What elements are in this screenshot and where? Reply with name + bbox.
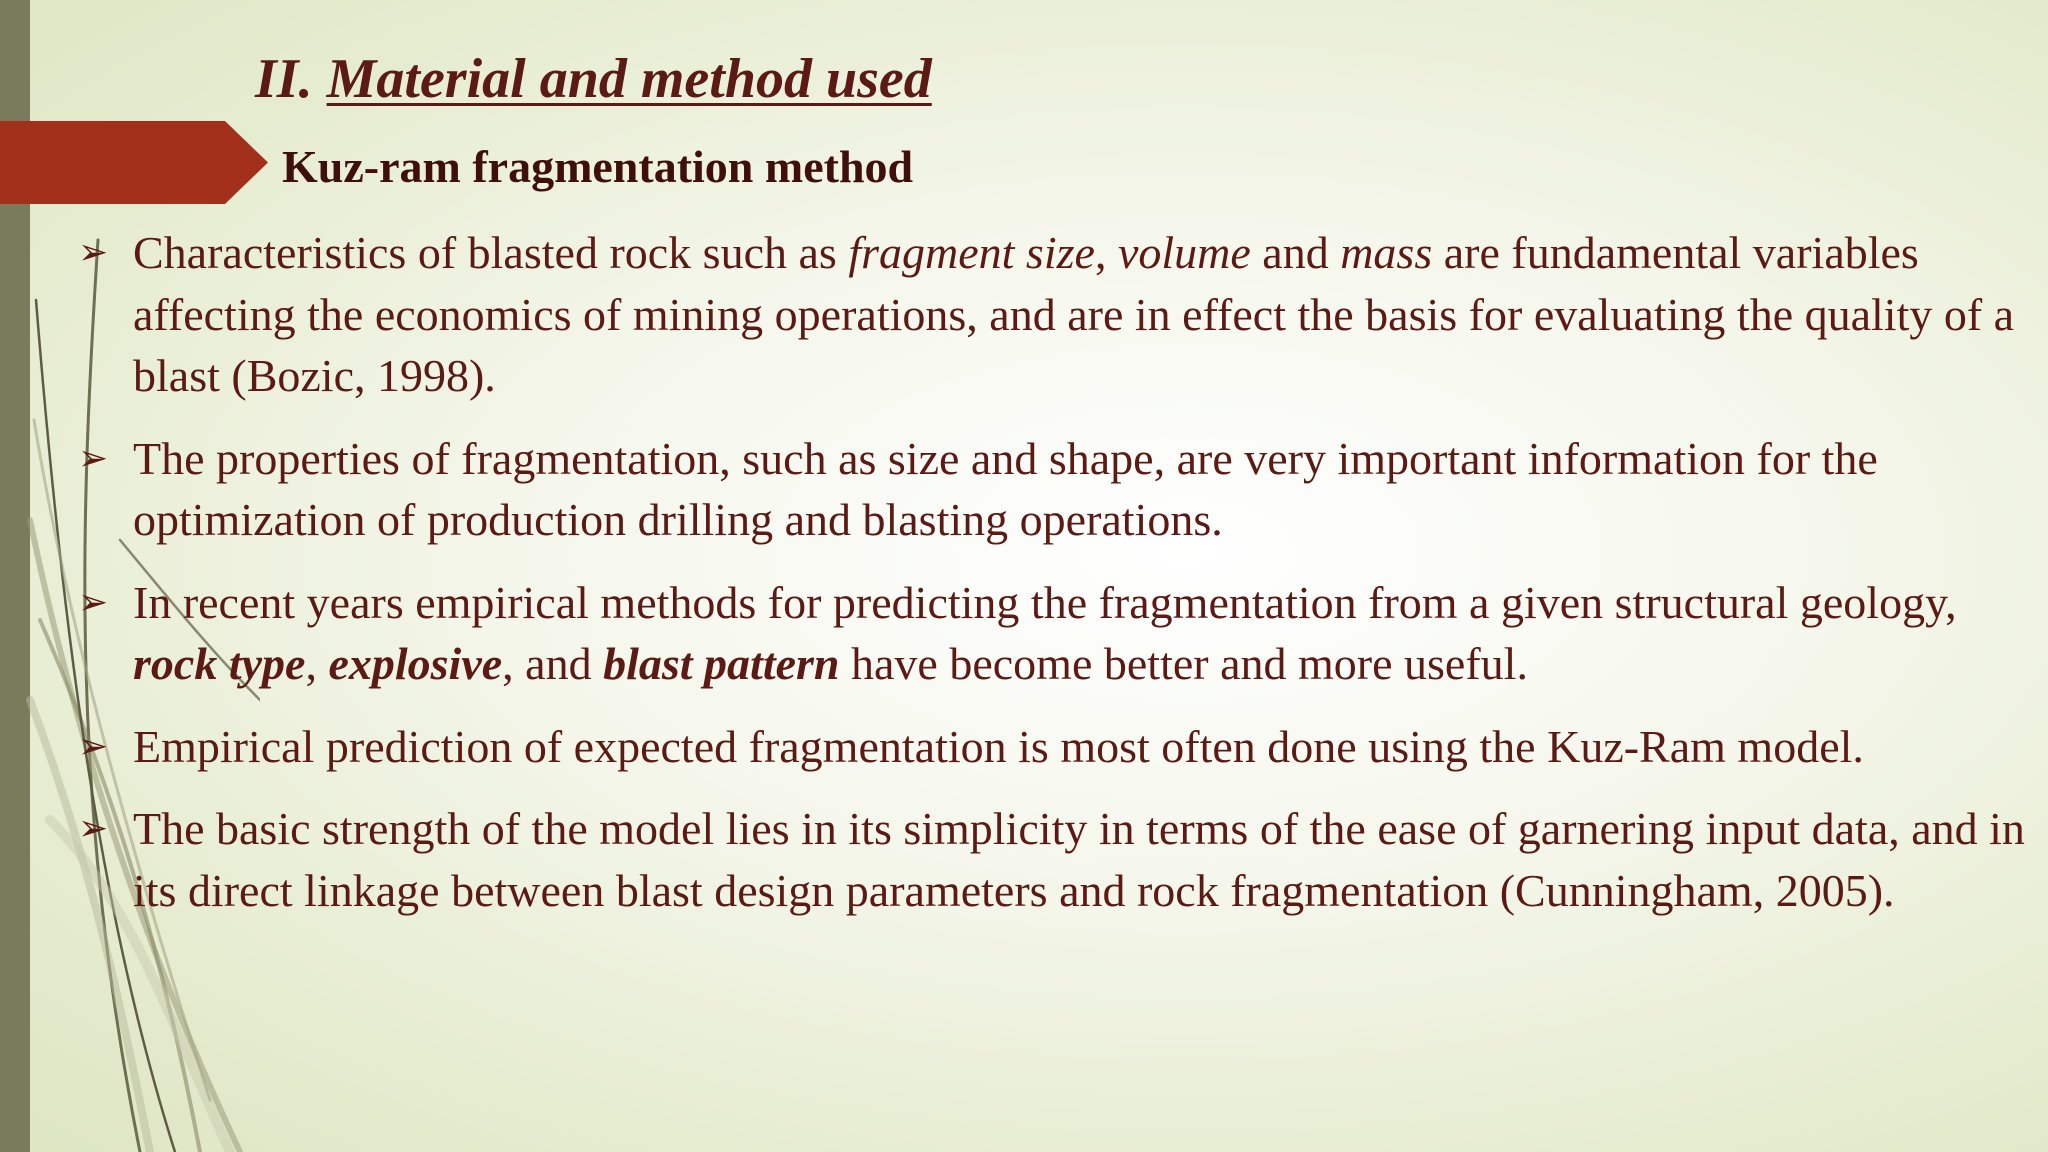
title-prefix: II. [255, 48, 327, 110]
slide-title [255, 46, 932, 112]
title-main: Material and method used [326, 48, 932, 110]
arrow-bullet-icon: ➢ [78, 808, 109, 848]
slide-subtitle: Kuz-ram fragmentation method [282, 141, 914, 192]
bullet-item: ➢ The basic strength of the model lies in its simplicity in terms of the ease of garnering input data, and in its direct linkage between blast design parameters and rock fragmentation (Cunningham, 2005). [78, 798, 2038, 921]
emphasis-text: fragment size [848, 227, 1095, 278]
bullet-item: ➢ Characteristics of blasted rock such as fragment size, volume and mass are fundamental variables affecting the economics of mining operations, and are in effect the basis for evaluating the quality of a blast (Bozic, 1998). [78, 222, 2038, 407]
emphasis-text: mass [1340, 227, 1433, 278]
emphasis-text: explosive [328, 638, 503, 689]
bullet-list [78, 222, 2038, 921]
bullet-item: ➢ The properties of fragmentation, such as size and shape, are very important information for the optimization of production drilling and blasting operations. [78, 428, 2038, 551]
arrow-bullet-icon: ➢ [78, 581, 109, 622]
emphasis-text: volume [1117, 227, 1251, 278]
bullet-item: ➢ Empirical prediction of expected fragmentation is most often done using the Kuz-Ram model. [78, 716, 2038, 778]
bullet-item: ➢ In recent years empirical methods for predicting the fragmentation from a given structural geology, rock type, explosive, and blast pattern have become better and more useful. [78, 572, 2038, 695]
arrow-bullet-icon: ➢ [78, 437, 109, 478]
arrow-bullet-icon: ➢ [78, 232, 109, 272]
emphasis-text: blast pattern [603, 638, 840, 689]
emphasis-text: rock type [133, 638, 306, 689]
accent-arrow-band [0, 121, 268, 204]
arrow-bullet-icon: ➢ [78, 725, 109, 766]
